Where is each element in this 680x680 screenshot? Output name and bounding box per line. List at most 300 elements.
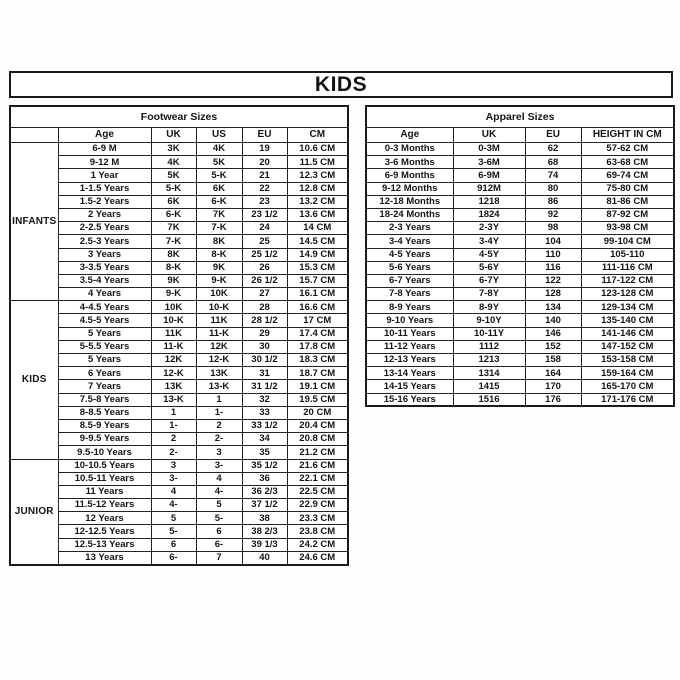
table-row bbox=[366, 195, 674, 208]
table-row bbox=[10, 499, 348, 512]
table-cell: 10.5-11 Years bbox=[58, 472, 151, 485]
table-cell: 11K bbox=[196, 314, 242, 327]
table-row bbox=[366, 169, 674, 182]
table-cell: 38 bbox=[242, 512, 287, 525]
table-cell: 3K bbox=[151, 143, 196, 156]
table-cell: 5-6 Years bbox=[366, 261, 453, 274]
table-cell: 1213 bbox=[453, 354, 525, 367]
table-cell: 134 bbox=[525, 301, 581, 314]
table-cell: 31 bbox=[242, 367, 287, 380]
table-cell: 2 bbox=[151, 433, 196, 446]
table-cell: 176 bbox=[525, 393, 581, 406]
table-cell: 13K bbox=[196, 367, 242, 380]
table-cell: 1824 bbox=[453, 208, 525, 221]
table-cell: 105-110 bbox=[581, 248, 674, 261]
table-cell: 12-K bbox=[196, 354, 242, 367]
table-row bbox=[366, 274, 674, 287]
table-cell: 35 1/2 bbox=[242, 459, 287, 472]
group-label: KIDS bbox=[10, 301, 58, 459]
table-cell: 4 bbox=[151, 485, 196, 498]
table-cell: 6-9M bbox=[453, 169, 525, 182]
table-cell: 27 bbox=[242, 288, 287, 301]
table-row bbox=[10, 419, 348, 432]
tables-container bbox=[9, 105, 675, 566]
table-cell: 13-K bbox=[151, 393, 196, 406]
table-cell: 9-12 M bbox=[58, 156, 151, 169]
table-cell: 9.5-10 Years bbox=[58, 446, 151, 459]
table-cell: 8-K bbox=[151, 261, 196, 274]
table-row bbox=[366, 327, 674, 340]
table-cell: 5-6Y bbox=[453, 261, 525, 274]
table-cell: 6-9 M bbox=[58, 143, 151, 156]
column-header: UK bbox=[151, 128, 196, 143]
table-cell: 159-164 CM bbox=[581, 367, 674, 380]
table-cell: 5- bbox=[151, 525, 196, 538]
column-header: CM bbox=[287, 128, 348, 143]
table-row bbox=[366, 235, 674, 248]
table-cell: 15.3 CM bbox=[287, 261, 348, 274]
table-cell: 8-8.5 Years bbox=[58, 406, 151, 419]
table-cell: 5K bbox=[196, 156, 242, 169]
table-cell: 9-9.5 Years bbox=[58, 433, 151, 446]
table-row bbox=[10, 327, 348, 340]
table-row bbox=[10, 235, 348, 248]
table-cell: 20.8 CM bbox=[287, 433, 348, 446]
table-cell: 69-74 CM bbox=[581, 169, 674, 182]
table-cell: 164 bbox=[525, 367, 581, 380]
table-cell: 13K bbox=[151, 380, 196, 393]
table-cell: 11 Years bbox=[58, 485, 151, 498]
table-cell: 6 bbox=[196, 525, 242, 538]
table-cell: 24.2 CM bbox=[287, 538, 348, 551]
title-box bbox=[9, 71, 673, 98]
table-cell: 0-3 Months bbox=[366, 143, 453, 156]
table-cell: 111-116 CM bbox=[581, 261, 674, 274]
table-cell: 6 bbox=[151, 538, 196, 551]
table-cell: 1314 bbox=[453, 367, 525, 380]
table-cell: 123-128 CM bbox=[581, 288, 674, 301]
table-cell: 80 bbox=[525, 182, 581, 195]
table-cell: 5 bbox=[151, 512, 196, 525]
table-cell: 8K bbox=[151, 248, 196, 261]
table-cell: 31 1/2 bbox=[242, 380, 287, 393]
table-row bbox=[366, 393, 674, 406]
table-row bbox=[10, 446, 348, 459]
table-row bbox=[366, 106, 674, 128]
table-cell: 8-9 Years bbox=[366, 301, 453, 314]
table-cell: 129-134 CM bbox=[581, 301, 674, 314]
table-cell: 21.6 CM bbox=[287, 459, 348, 472]
table-cell: 38 2/3 bbox=[242, 525, 287, 538]
table-cell: 92 bbox=[525, 208, 581, 221]
table-cell: 10-10.5 Years bbox=[58, 459, 151, 472]
table-cell: 18-24 Months bbox=[366, 208, 453, 221]
table-cell: 10.6 CM bbox=[287, 143, 348, 156]
table-cell: 13-K bbox=[196, 380, 242, 393]
table-cell: 1 bbox=[151, 406, 196, 419]
table-cell: 9-12 Months bbox=[366, 182, 453, 195]
table-cell: 6-7 Years bbox=[366, 274, 453, 287]
table-cell: 4- bbox=[151, 499, 196, 512]
table-cell: 122 bbox=[525, 274, 581, 287]
table-cell: 8K bbox=[196, 235, 242, 248]
table-cell: 86 bbox=[525, 195, 581, 208]
table-cell: 6-K bbox=[196, 195, 242, 208]
table-cell: 3- bbox=[151, 472, 196, 485]
table-cell: 20 bbox=[242, 156, 287, 169]
table-cell: 171-176 CM bbox=[581, 393, 674, 406]
table-cell: 3-6M bbox=[453, 156, 525, 169]
table-row bbox=[10, 354, 348, 367]
table-row bbox=[366, 182, 674, 195]
table-cell: 14-15 Years bbox=[366, 380, 453, 393]
table-cell: 14.5 CM bbox=[287, 235, 348, 248]
table-cell: 7.5-8 Years bbox=[58, 393, 151, 406]
table-row bbox=[366, 222, 674, 235]
table-row bbox=[10, 195, 348, 208]
table-cell: 13-14 Years bbox=[366, 367, 453, 380]
table-cell: 5 bbox=[196, 499, 242, 512]
table-cell: 6- bbox=[196, 538, 242, 551]
table-cell: 1- bbox=[196, 406, 242, 419]
table-cell: 26 bbox=[242, 261, 287, 274]
table-cell: 6K bbox=[151, 195, 196, 208]
table-cell: 1-1.5 Years bbox=[58, 182, 151, 195]
table-cell: 9-K bbox=[151, 288, 196, 301]
table-cell: 99-104 CM bbox=[581, 235, 674, 248]
table-cell: 7-8 Years bbox=[366, 288, 453, 301]
column-header: Age bbox=[58, 128, 151, 143]
table-row bbox=[366, 340, 674, 353]
table-cell: 17.8 CM bbox=[287, 340, 348, 353]
table-row bbox=[10, 459, 348, 472]
table-cell: 8-K bbox=[196, 248, 242, 261]
table-cell: 5-K bbox=[196, 169, 242, 182]
table-row bbox=[366, 380, 674, 393]
table-row bbox=[10, 406, 348, 419]
table-cell: 33 1/2 bbox=[242, 419, 287, 432]
column-header: US bbox=[196, 128, 242, 143]
table-cell: 3 Years bbox=[58, 248, 151, 261]
table-row bbox=[10, 551, 348, 564]
column-header: Age bbox=[366, 128, 453, 143]
column-header: EU bbox=[525, 128, 581, 143]
table-cell: 40 bbox=[242, 551, 287, 564]
table-cell: 16.1 CM bbox=[287, 288, 348, 301]
table-cell: 68 bbox=[525, 156, 581, 169]
table-cell: 20.4 CM bbox=[287, 419, 348, 432]
table-cell: 5-5.5 Years bbox=[58, 340, 151, 353]
table-cell: 170 bbox=[525, 380, 581, 393]
table-cell: 25 bbox=[242, 235, 287, 248]
table-cell: 23 bbox=[242, 195, 287, 208]
footwear-sizes-table bbox=[9, 105, 349, 566]
table-cell: 165-170 CM bbox=[581, 380, 674, 393]
table-cell: 15-16 Years bbox=[366, 393, 453, 406]
table-cell: 1 Year bbox=[58, 169, 151, 182]
table-cell: 19.1 CM bbox=[287, 380, 348, 393]
table-cell: 8-9Y bbox=[453, 301, 525, 314]
table-cell: 39 1/3 bbox=[242, 538, 287, 551]
table-cell: 0-3M bbox=[453, 143, 525, 156]
table-cell: 14.9 CM bbox=[287, 248, 348, 261]
table-cell: 12 Years bbox=[58, 512, 151, 525]
table-cell: 6-K bbox=[151, 208, 196, 221]
table-row bbox=[10, 367, 348, 380]
table-cell: 2-3 Years bbox=[366, 222, 453, 235]
column-header: HEIGHT IN CM bbox=[581, 128, 674, 143]
table-cell: 12-18 Months bbox=[366, 195, 453, 208]
table-cell: 21 bbox=[242, 169, 287, 182]
table-cell: 912M bbox=[453, 182, 525, 195]
table-row bbox=[10, 485, 348, 498]
table-cell: 12.8 CM bbox=[287, 182, 348, 195]
table-row bbox=[10, 301, 348, 314]
table-cell: 24 bbox=[242, 222, 287, 235]
table-cell: 7K bbox=[196, 208, 242, 221]
table-cell: 4K bbox=[151, 156, 196, 169]
table-cell: 117-122 CM bbox=[581, 274, 674, 287]
table-row bbox=[10, 208, 348, 221]
table-cell: 10-K bbox=[151, 314, 196, 327]
table-cell: 4.5-5 Years bbox=[58, 314, 151, 327]
table-cell: 37 1/2 bbox=[242, 499, 287, 512]
table-cell: 29 bbox=[242, 327, 287, 340]
table-cell: 3.5-4 Years bbox=[58, 274, 151, 287]
table-cell: 36 bbox=[242, 472, 287, 485]
table-row bbox=[366, 208, 674, 221]
table-cell: 23.3 CM bbox=[287, 512, 348, 525]
table-cell: 6-7Y bbox=[453, 274, 525, 287]
apparel-sizes-table bbox=[365, 105, 675, 407]
table-row bbox=[10, 314, 348, 327]
table-cell: 10-11Y bbox=[453, 327, 525, 340]
table-row bbox=[10, 340, 348, 353]
table-cell: 3-6 Months bbox=[366, 156, 453, 169]
table-row bbox=[366, 261, 674, 274]
table-cell: 14 CM bbox=[287, 222, 348, 235]
table-cell: 18.7 CM bbox=[287, 367, 348, 380]
table-cell: 1- bbox=[151, 419, 196, 432]
table-cell: 25 1/2 bbox=[242, 248, 287, 261]
column-header: UK bbox=[453, 128, 525, 143]
table-cell: 81-86 CM bbox=[581, 195, 674, 208]
table-cell: 87-92 CM bbox=[581, 208, 674, 221]
corner-cell bbox=[10, 128, 58, 143]
table-row bbox=[10, 143, 348, 156]
table-cell: 9K bbox=[196, 261, 242, 274]
table-row bbox=[10, 525, 348, 538]
table-row bbox=[10, 128, 348, 143]
table-cell: 11-K bbox=[196, 327, 242, 340]
table-cell: 33 bbox=[242, 406, 287, 419]
table-cell: 6-9 Months bbox=[366, 169, 453, 182]
table-cell: 9-10 Years bbox=[366, 314, 453, 327]
table-cell: 2 bbox=[196, 419, 242, 432]
table-cell: 116 bbox=[525, 261, 581, 274]
table-cell: 4-5 Years bbox=[366, 248, 453, 261]
group-label: INFANTS bbox=[10, 143, 58, 301]
table-cell: 2 Years bbox=[58, 208, 151, 221]
table-cell: 18.3 CM bbox=[287, 354, 348, 367]
table-cell: 98 bbox=[525, 222, 581, 235]
table-cell: 8.5-9 Years bbox=[58, 419, 151, 432]
table-cell: 10K bbox=[196, 288, 242, 301]
table-cell: 4-5Y bbox=[453, 248, 525, 261]
table-row bbox=[10, 222, 348, 235]
table-cell: 12-K bbox=[151, 367, 196, 380]
table-cell: 4 bbox=[196, 472, 242, 485]
table-cell: 62 bbox=[525, 143, 581, 156]
table-cell: 2.5-3 Years bbox=[58, 235, 151, 248]
table-cell: 10-11 Years bbox=[366, 327, 453, 340]
table-cell: 1415 bbox=[453, 380, 525, 393]
table-cell: 5 Years bbox=[58, 327, 151, 340]
table-cell: 5K bbox=[151, 169, 196, 182]
table-cell: 9-K bbox=[196, 274, 242, 287]
table-row bbox=[10, 182, 348, 195]
table-cell: 57-62 CM bbox=[581, 143, 674, 156]
table-cell: 2-3Y bbox=[453, 222, 525, 235]
table-cell: 11.5 CM bbox=[287, 156, 348, 169]
table-cell: 2- bbox=[196, 433, 242, 446]
group-label: JUNIOR bbox=[10, 459, 58, 565]
table-row bbox=[10, 248, 348, 261]
table-cell: 1516 bbox=[453, 393, 525, 406]
table-cell: 22.9 CM bbox=[287, 499, 348, 512]
table-cell: 1218 bbox=[453, 195, 525, 208]
table-cell: 10-K bbox=[196, 301, 242, 314]
table-cell: 1112 bbox=[453, 340, 525, 353]
table-cell: 12K bbox=[196, 340, 242, 353]
table-cell: 128 bbox=[525, 288, 581, 301]
table-row bbox=[366, 301, 674, 314]
table-cell: 20 CM bbox=[287, 406, 348, 419]
table-cell: 19.5 CM bbox=[287, 393, 348, 406]
table-cell: 13.6 CM bbox=[287, 208, 348, 221]
table-cell: 75-80 CM bbox=[581, 182, 674, 195]
table-cell: 141-146 CM bbox=[581, 327, 674, 340]
table-cell: 13.2 CM bbox=[287, 195, 348, 208]
table-cell: 3 bbox=[151, 459, 196, 472]
table-cell: 153-158 CM bbox=[581, 354, 674, 367]
table-cell: 21.2 CM bbox=[287, 446, 348, 459]
table-cell: 7 bbox=[196, 551, 242, 564]
table-row bbox=[10, 380, 348, 393]
table-cell: 11.5-12 Years bbox=[58, 499, 151, 512]
table-cell: 1.5-2 Years bbox=[58, 195, 151, 208]
table-row bbox=[366, 314, 674, 327]
table-cell: 28 bbox=[242, 301, 287, 314]
table-cell: 34 bbox=[242, 433, 287, 446]
table-row bbox=[10, 288, 348, 301]
table-row bbox=[10, 169, 348, 182]
table-cell: 12-13 Years bbox=[366, 354, 453, 367]
table-cell: 146 bbox=[525, 327, 581, 340]
table-cell: 22.1 CM bbox=[287, 472, 348, 485]
table-cell: 28 1/2 bbox=[242, 314, 287, 327]
table-cell: 9K bbox=[151, 274, 196, 287]
table-cell: 135-140 CM bbox=[581, 314, 674, 327]
table-cell: 10K bbox=[151, 301, 196, 314]
table-cell: 3- bbox=[196, 459, 242, 472]
table-cell: 12-12.5 Years bbox=[58, 525, 151, 538]
table-cell: 22.5 CM bbox=[287, 485, 348, 498]
table-row bbox=[10, 472, 348, 485]
table-cell: 140 bbox=[525, 314, 581, 327]
table-cell: 30 bbox=[242, 340, 287, 353]
table-cell: 3-4Y bbox=[453, 235, 525, 248]
table-cell: 93-98 CM bbox=[581, 222, 674, 235]
table-row bbox=[366, 288, 674, 301]
table-cell: 11-K bbox=[151, 340, 196, 353]
table-cell: 13 Years bbox=[58, 551, 151, 564]
table-row bbox=[10, 512, 348, 525]
table-cell: 16.6 CM bbox=[287, 301, 348, 314]
table-cell: 9-10Y bbox=[453, 314, 525, 327]
table-cell: 3-4 Years bbox=[366, 235, 453, 248]
table-cell: 12.5-13 Years bbox=[58, 538, 151, 551]
table-cell: 152 bbox=[525, 340, 581, 353]
table-cell: 26 1/2 bbox=[242, 274, 287, 287]
table-row bbox=[10, 156, 348, 169]
table-cell: 23.8 CM bbox=[287, 525, 348, 538]
table-cell: 2-2.5 Years bbox=[58, 222, 151, 235]
table-cell: 4K bbox=[196, 143, 242, 156]
table-row bbox=[10, 261, 348, 274]
table-cell: 7-K bbox=[151, 235, 196, 248]
table-row bbox=[10, 433, 348, 446]
table-cell: 158 bbox=[525, 354, 581, 367]
table-cell: 63-68 CM bbox=[581, 156, 674, 169]
table-row bbox=[366, 143, 674, 156]
table-cell: 4 Years bbox=[58, 288, 151, 301]
table-cell: 5-K bbox=[151, 182, 196, 195]
table-cell: 11-12 Years bbox=[366, 340, 453, 353]
table-cell: 19 bbox=[242, 143, 287, 156]
table-cell: 74 bbox=[525, 169, 581, 182]
table-cell: 6K bbox=[196, 182, 242, 195]
table-cell: 17.4 CM bbox=[287, 327, 348, 340]
table-cell: 15.7 CM bbox=[287, 274, 348, 287]
table-cell: 1 bbox=[196, 393, 242, 406]
table-row bbox=[366, 248, 674, 261]
table-cell: 147-152 CM bbox=[581, 340, 674, 353]
table-cell: 5 Years bbox=[58, 354, 151, 367]
table-cell: 7K bbox=[151, 222, 196, 235]
table-cell: 2- bbox=[151, 446, 196, 459]
table-cell: 24.6 CM bbox=[287, 551, 348, 564]
table-row bbox=[10, 393, 348, 406]
table-cell: 5- bbox=[196, 512, 242, 525]
table-row bbox=[366, 367, 674, 380]
table-row bbox=[366, 128, 674, 143]
table-cell: 6- bbox=[151, 551, 196, 564]
table-row bbox=[10, 274, 348, 287]
table-cell: 7-8Y bbox=[453, 288, 525, 301]
column-header: EU bbox=[242, 128, 287, 143]
table-cell: 35 bbox=[242, 446, 287, 459]
table-cell: 22 bbox=[242, 182, 287, 195]
footwear-table-title: Footwear Sizes bbox=[10, 106, 348, 128]
table-cell: 6 Years bbox=[58, 367, 151, 380]
table-cell: 4-4.5 Years bbox=[58, 301, 151, 314]
table-cell: 110 bbox=[525, 248, 581, 261]
table-cell: 32 bbox=[242, 393, 287, 406]
table-cell: 30 1/2 bbox=[242, 354, 287, 367]
table-cell: 3-3.5 Years bbox=[58, 261, 151, 274]
table-cell: 12K bbox=[151, 354, 196, 367]
